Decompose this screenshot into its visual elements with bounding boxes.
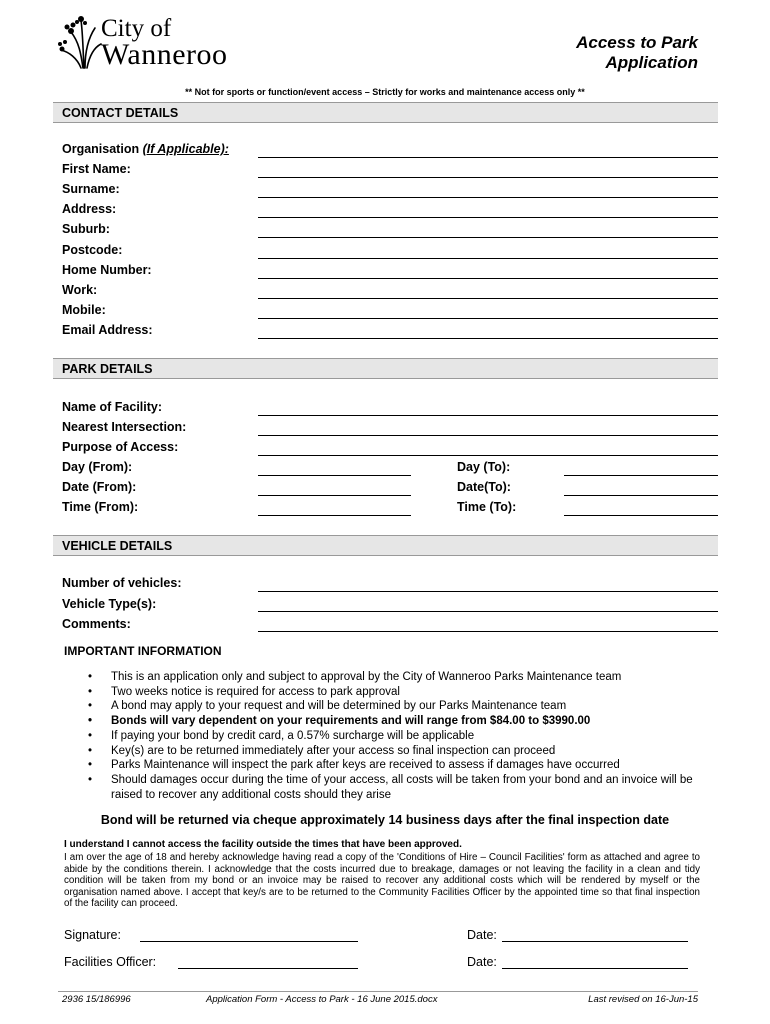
title-line2: Application — [605, 53, 698, 72]
date-label-2: Date: — [467, 955, 497, 969]
mobile-label: Mobile: — [62, 303, 106, 317]
first-name-label: First Name: — [62, 162, 131, 176]
nearest-intersection-field[interactable] — [258, 435, 718, 436]
date-from-field[interactable] — [258, 495, 411, 496]
vehicle-details-header: VEHICLE DETAILS — [53, 535, 718, 556]
home-number-field[interactable] — [258, 278, 718, 279]
suburb-field[interactable] — [258, 237, 718, 238]
comments-label: Comments: — [62, 617, 131, 631]
first-name-field[interactable] — [258, 177, 718, 178]
address-label: Address: — [62, 202, 117, 216]
day-from-label: Day (From): — [62, 460, 133, 474]
mobile-field[interactable] — [258, 318, 718, 319]
vehicle-type-field[interactable] — [258, 611, 718, 612]
contact-details-header: CONTACT DETAILS — [53, 102, 718, 123]
surname-field[interactable] — [258, 197, 718, 198]
list-item: • Bonds will vary dependent on your requirements and will range from $84.00 to $3990.00 — [88, 714, 708, 729]
organisation-label: Organisation (If Applicable): — [62, 142, 229, 156]
vehicle-type-label: Vehicle Type(s): — [62, 597, 157, 611]
day-to-field[interactable] — [564, 475, 718, 476]
signature-label: Signature: — [64, 928, 121, 942]
form-title — [576, 33, 698, 73]
comments-field[interactable] — [258, 631, 718, 632]
facility-name-label: Name of Facility: — [62, 400, 163, 414]
footer-reference: 2936 15/186996 — [62, 994, 131, 1005]
date-from-label: Date (From): — [62, 480, 137, 494]
bond-statement: Bond will be returned via cheque approximately 14 business days after the final inspection date — [100, 813, 670, 827]
date-label-1: Date: — [467, 928, 497, 942]
facilities-officer-field[interactable] — [178, 968, 358, 969]
purpose-label: Purpose of Access: — [62, 440, 179, 454]
logo-line1: City of — [101, 15, 172, 42]
vehicle-count-label: Number of vehicles: — [62, 576, 182, 590]
list-item: • Key(s) are to be returned immediately after your access so final inspection can proceed — [88, 744, 708, 759]
suburb-label: Suburb: — [62, 222, 110, 236]
address-field[interactable] — [258, 217, 718, 218]
time-to-field[interactable] — [564, 515, 718, 516]
date-to-label: Date(To): — [457, 480, 511, 494]
email-field[interactable] — [258, 338, 718, 339]
date-to-field[interactable] — [564, 495, 718, 496]
footer-revised: Last revised on 16-Jun-15 — [588, 994, 698, 1005]
time-to-label: Time (To): — [457, 500, 517, 514]
footer-divider — [58, 991, 698, 992]
wanneroo-logo-icon — [57, 14, 103, 70]
important-info-list — [88, 670, 708, 802]
work-field[interactable] — [258, 298, 718, 299]
date-field-1[interactable] — [502, 941, 688, 942]
facility-name-field[interactable] — [258, 415, 718, 416]
date-field-2[interactable] — [502, 968, 688, 969]
work-label: Work: — [62, 283, 98, 297]
logo-line2: Wanneroo — [101, 38, 228, 71]
list-item: • Should damages occur during the time of your access, all costs will be taken from your bond and an invoice will be raised to recover any additional costs should they arise — [88, 773, 708, 802]
postcode-label: Postcode: — [62, 243, 123, 257]
signature-field[interactable] — [140, 941, 358, 942]
important-info-heading: IMPORTANT INFORMATION — [64, 644, 222, 658]
list-item: • Two weeks notice is required for access to park approval — [88, 685, 708, 700]
title-line1: Access to Park — [576, 33, 698, 52]
time-from-field[interactable] — [258, 515, 411, 516]
surname-label: Surname: — [62, 182, 120, 196]
purpose-field[interactable] — [258, 455, 718, 456]
access-note: ** Not for sports or function/event access – Strictly for works and maintenance access only ** — [185, 87, 585, 97]
park-details-header: PARK DETAILS — [53, 358, 718, 379]
day-from-field[interactable] — [258, 475, 411, 476]
postcode-field[interactable] — [258, 258, 718, 259]
understand-statement: I understand I cannot access the facility outside the times that have been approved. — [64, 839, 462, 850]
footer-filename: Application Form - Access to Park - 16 June 2015.docx — [206, 994, 438, 1005]
acknowledgement-paragraph: I am over the age of 18 and hereby acknowledge having read a copy of the 'Conditions of Hire – Council Facilities' form as attached and agree to abide by the conditions therein. I acknowledge that the costs incurred due to breakage, damages or not leaving the facility in a clean and tidy condition will be taken from my bond or an invoice may be raised to recover any additional costs which will be rendered by myself or the organisation named above. I accept that key/s are to be returned to the Community Facilities Officer by the appointed time so that final inspection of the facility can proceed. — [64, 852, 700, 910]
list-item: • If paying your bond by credit card, a 0.57% surcharge will be applicable — [88, 729, 708, 744]
email-label: Email Address: — [62, 323, 153, 337]
home-number-label: Home Number: — [62, 263, 152, 277]
vehicle-count-field[interactable] — [258, 591, 718, 592]
list-item: • Parks Maintenance will inspect the park after keys are received to assess if damages have occurred — [88, 758, 708, 773]
time-from-label: Time (From): — [62, 500, 139, 514]
organisation-field[interactable] — [258, 157, 718, 158]
facilities-officer-label: Facilities Officer: — [64, 955, 157, 969]
list-item: • A bond may apply to your request and will be determined by our Parks Maintenance team — [88, 699, 708, 714]
day-to-label: Day (To): — [457, 460, 511, 474]
nearest-intersection-label: Nearest Intersection: — [62, 420, 187, 434]
list-item: • This is an application only and subject to approval by the City of Wanneroo Parks Maintenance team — [88, 670, 708, 685]
